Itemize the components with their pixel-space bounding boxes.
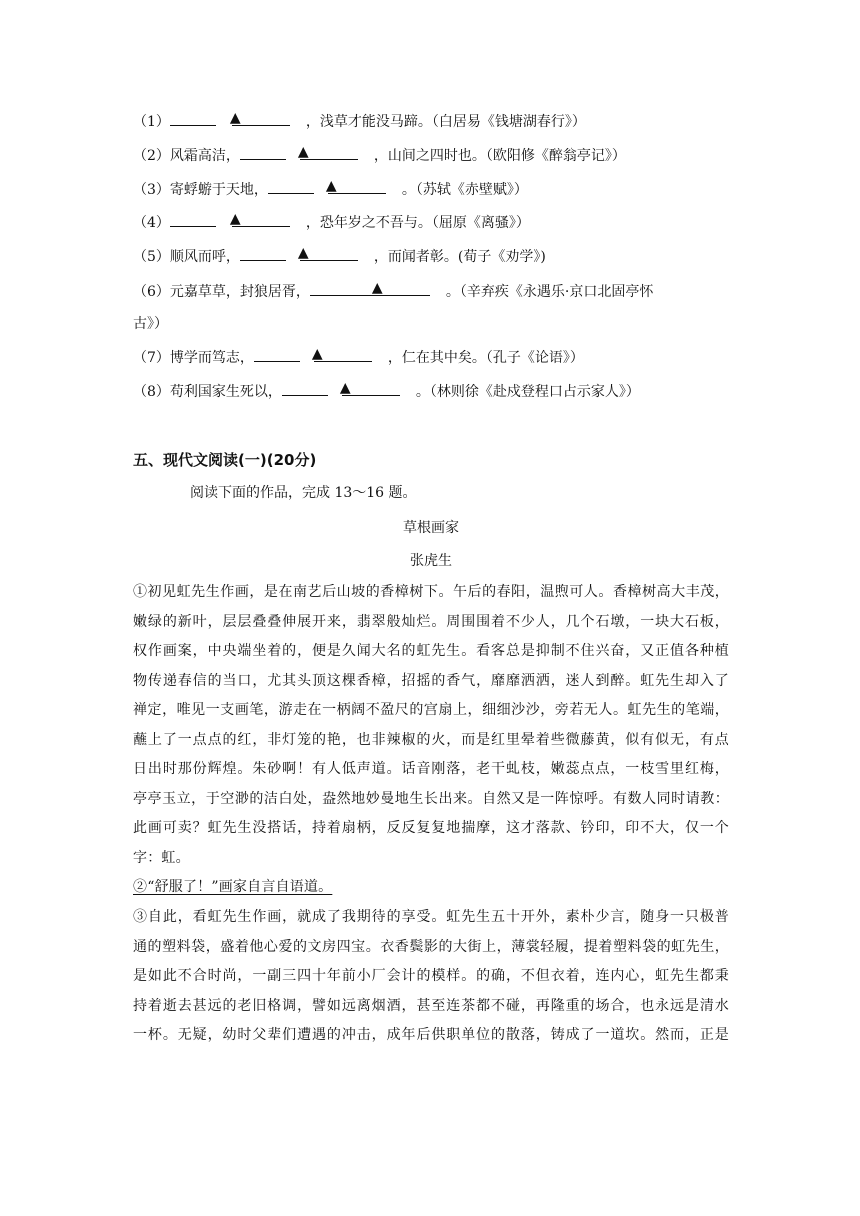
answer-blank[interactable] (170, 211, 216, 227)
paragraph-line: 蘸上了一点点的红，非灯笼的艳，也非辣椒的火，而是红里晕着些微藤黄，似有似无，有点 (133, 731, 729, 748)
fill-item-8 (133, 380, 640, 403)
paragraph-line: ③自此，看虹先生作画，就成了我期待的享受。虹先生五十开外，素朴少言，随身一只极普 (133, 909, 729, 925)
item-text: 寄蜉蝣于天地， (169, 182, 268, 198)
fill-item-1 (133, 110, 586, 133)
item-text: 风霜高洁， (169, 148, 240, 164)
paragraph-line: 禅定，唯见一支画笔，游走在一柄阔不盈尺的宫扇上，细细沙沙，旁若无人。虹先生的笔端， (133, 702, 729, 718)
fill-item-4 (133, 211, 530, 234)
item-text: ，恐年岁之不吾与。（屈原《离骚》） (305, 215, 530, 231)
fill-item-6 (133, 280, 653, 303)
answer-blank[interactable] (254, 346, 300, 362)
answer-blank-marker[interactable] (339, 380, 400, 396)
item-text: 。（苏轼《赤壁赋》） (401, 182, 528, 198)
answer-blank-marker[interactable] (325, 178, 386, 194)
article-title: 草根画家 (403, 520, 459, 536)
paragraph-line: ①初见虹先生作画，是在南艺后山坡的香樟树下。午后的春阳，温煦可人。香樟树高大丰茂， (133, 584, 729, 600)
item-number: （7） (133, 350, 170, 366)
fill-item-3 (133, 178, 528, 201)
item-text: 。（辛弃疾《永遇乐·京口北固亭怀 (445, 284, 654, 300)
item-text: 博学而笃志， (169, 350, 254, 366)
item-text: 顺风而呼， (169, 249, 240, 265)
triangle-icon: ▲ (325, 178, 337, 194)
triangle-icon: ▲ (229, 211, 241, 227)
item-text: 古》） (133, 316, 168, 332)
answer-blank-marker[interactable] (297, 245, 358, 261)
answer-blank[interactable] (282, 380, 328, 396)
answer-blank-marker[interactable] (311, 346, 372, 362)
triangle-icon: ▲ (311, 346, 323, 362)
paragraph-line: 通的塑料袋，盛着他心爱的文房四宝。衣香鬓影的大街上，薄裳轻履，提着塑料袋的虹先生， (133, 938, 729, 955)
triangle-icon: ▲ (371, 280, 383, 296)
paragraph-3 (133, 903, 729, 1051)
item-text: 元嘉草草，封狼居胥， (169, 284, 310, 300)
answer-blank-marker[interactable] (310, 280, 430, 296)
paragraph-line: 权作画案，中央端坐着的，便是久闻大名的虹先生。看客总是抑制不住兴奋，又正值各种植 (133, 643, 729, 659)
answer-blank[interactable] (240, 144, 286, 160)
fill-item-5 (133, 245, 546, 268)
item-text: 。（林则徐《赴戍登程口占示家人》） (415, 384, 640, 400)
item-number: （2） (133, 148, 170, 164)
paragraph-line: 字：虹。 (133, 849, 190, 866)
item-number: （1） (133, 114, 170, 130)
triangle-icon: ▲ (297, 245, 309, 261)
item-number: （6） (133, 284, 170, 300)
paragraph-line: 是如此不合时尚，一副三四十年前小厂会计的模样。的确，不但衣着，连内心，虹先生都秉 (133, 968, 729, 984)
paragraph-line: 嫩绿的新叶，层层叠叠伸展开来，翡翠般灿烂。周围围着不少人，几个石墩，一块大石板， (133, 613, 729, 630)
item-text: ，仁在其中矣。（孔子《论语》） (387, 350, 584, 366)
paragraph-line: 一杯。无疑，幼时父辈们遭遇的冲击，成年后供职单位的散落，铸成了一道坎。然而，正是 (133, 1027, 729, 1043)
paragraph-line: 亭亭玉立，于空渺的洁白处，盎然地妙曼地生长出来。自然又是一阵惊呼。有数人同时请教： (133, 790, 729, 807)
underlined-sentence: ②“舒服了！”画家自言自语道。 (133, 879, 333, 895)
paragraph-2 (133, 873, 729, 903)
item-number: （4） (133, 215, 170, 231)
item-text: ，山间之四时也。（欧阳修《醉翁亭记》） (373, 148, 626, 164)
paragraph-line: 此画可卖？虹先生没搭话，持着扇柄，反反复复地揣摩，这才落款、钤印，印不大，仅一个 (133, 820, 729, 836)
item-number: （5） (133, 249, 170, 265)
paragraph-line: 持着逝去甚远的老旧格调，譬如远离烟酒，甚至连茶都不碰，再隆重的场合，也永远是清水 (133, 997, 729, 1014)
item-text: ，而闻者彰。(荀子《劝学》) (373, 249, 546, 265)
paragraph-line: 物传递春信的当口，尤其头顶这棵香樟，招摇的香气，靡靡洒洒，迷人到醉。虹先生却入了 (133, 672, 729, 689)
item-text: 苟利国家生死以， (169, 384, 282, 400)
instruction-text: 阅读下面的作品，完成 13～16 题。 (190, 485, 417, 501)
answer-blank-marker[interactable] (229, 211, 290, 227)
item-number: （8） (133, 384, 170, 400)
item-number: （3） (133, 182, 170, 198)
article-author: 张虎生 (410, 553, 452, 569)
item-text: ，浅草才能没马蹄。（白居易《钱塘湖春行》） (305, 114, 586, 130)
fill-item-2 (133, 144, 626, 167)
answer-blank[interactable] (268, 178, 314, 194)
triangle-icon: ▲ (339, 380, 351, 396)
triangle-icon: ▲ (229, 110, 241, 126)
fill-item-7 (133, 346, 584, 369)
answer-blank-marker[interactable] (297, 144, 358, 160)
paragraph-line (133, 873, 729, 903)
answer-blank-marker[interactable] (229, 110, 290, 126)
fill-item-6-wrap (133, 313, 168, 335)
triangle-icon: ▲ (297, 144, 309, 160)
answer-blank[interactable] (240, 245, 286, 261)
answer-blank[interactable] (170, 110, 216, 126)
section-title: 五、现代文阅读(一)(20分) (133, 451, 317, 469)
paragraph-line: 日出时那份辉煌。朱砂啊！有人低声道。话音刚落，老干虬枝，嫩蕊点点，一枝雪里红梅， (133, 761, 729, 777)
paragraph-1 (133, 578, 729, 873)
